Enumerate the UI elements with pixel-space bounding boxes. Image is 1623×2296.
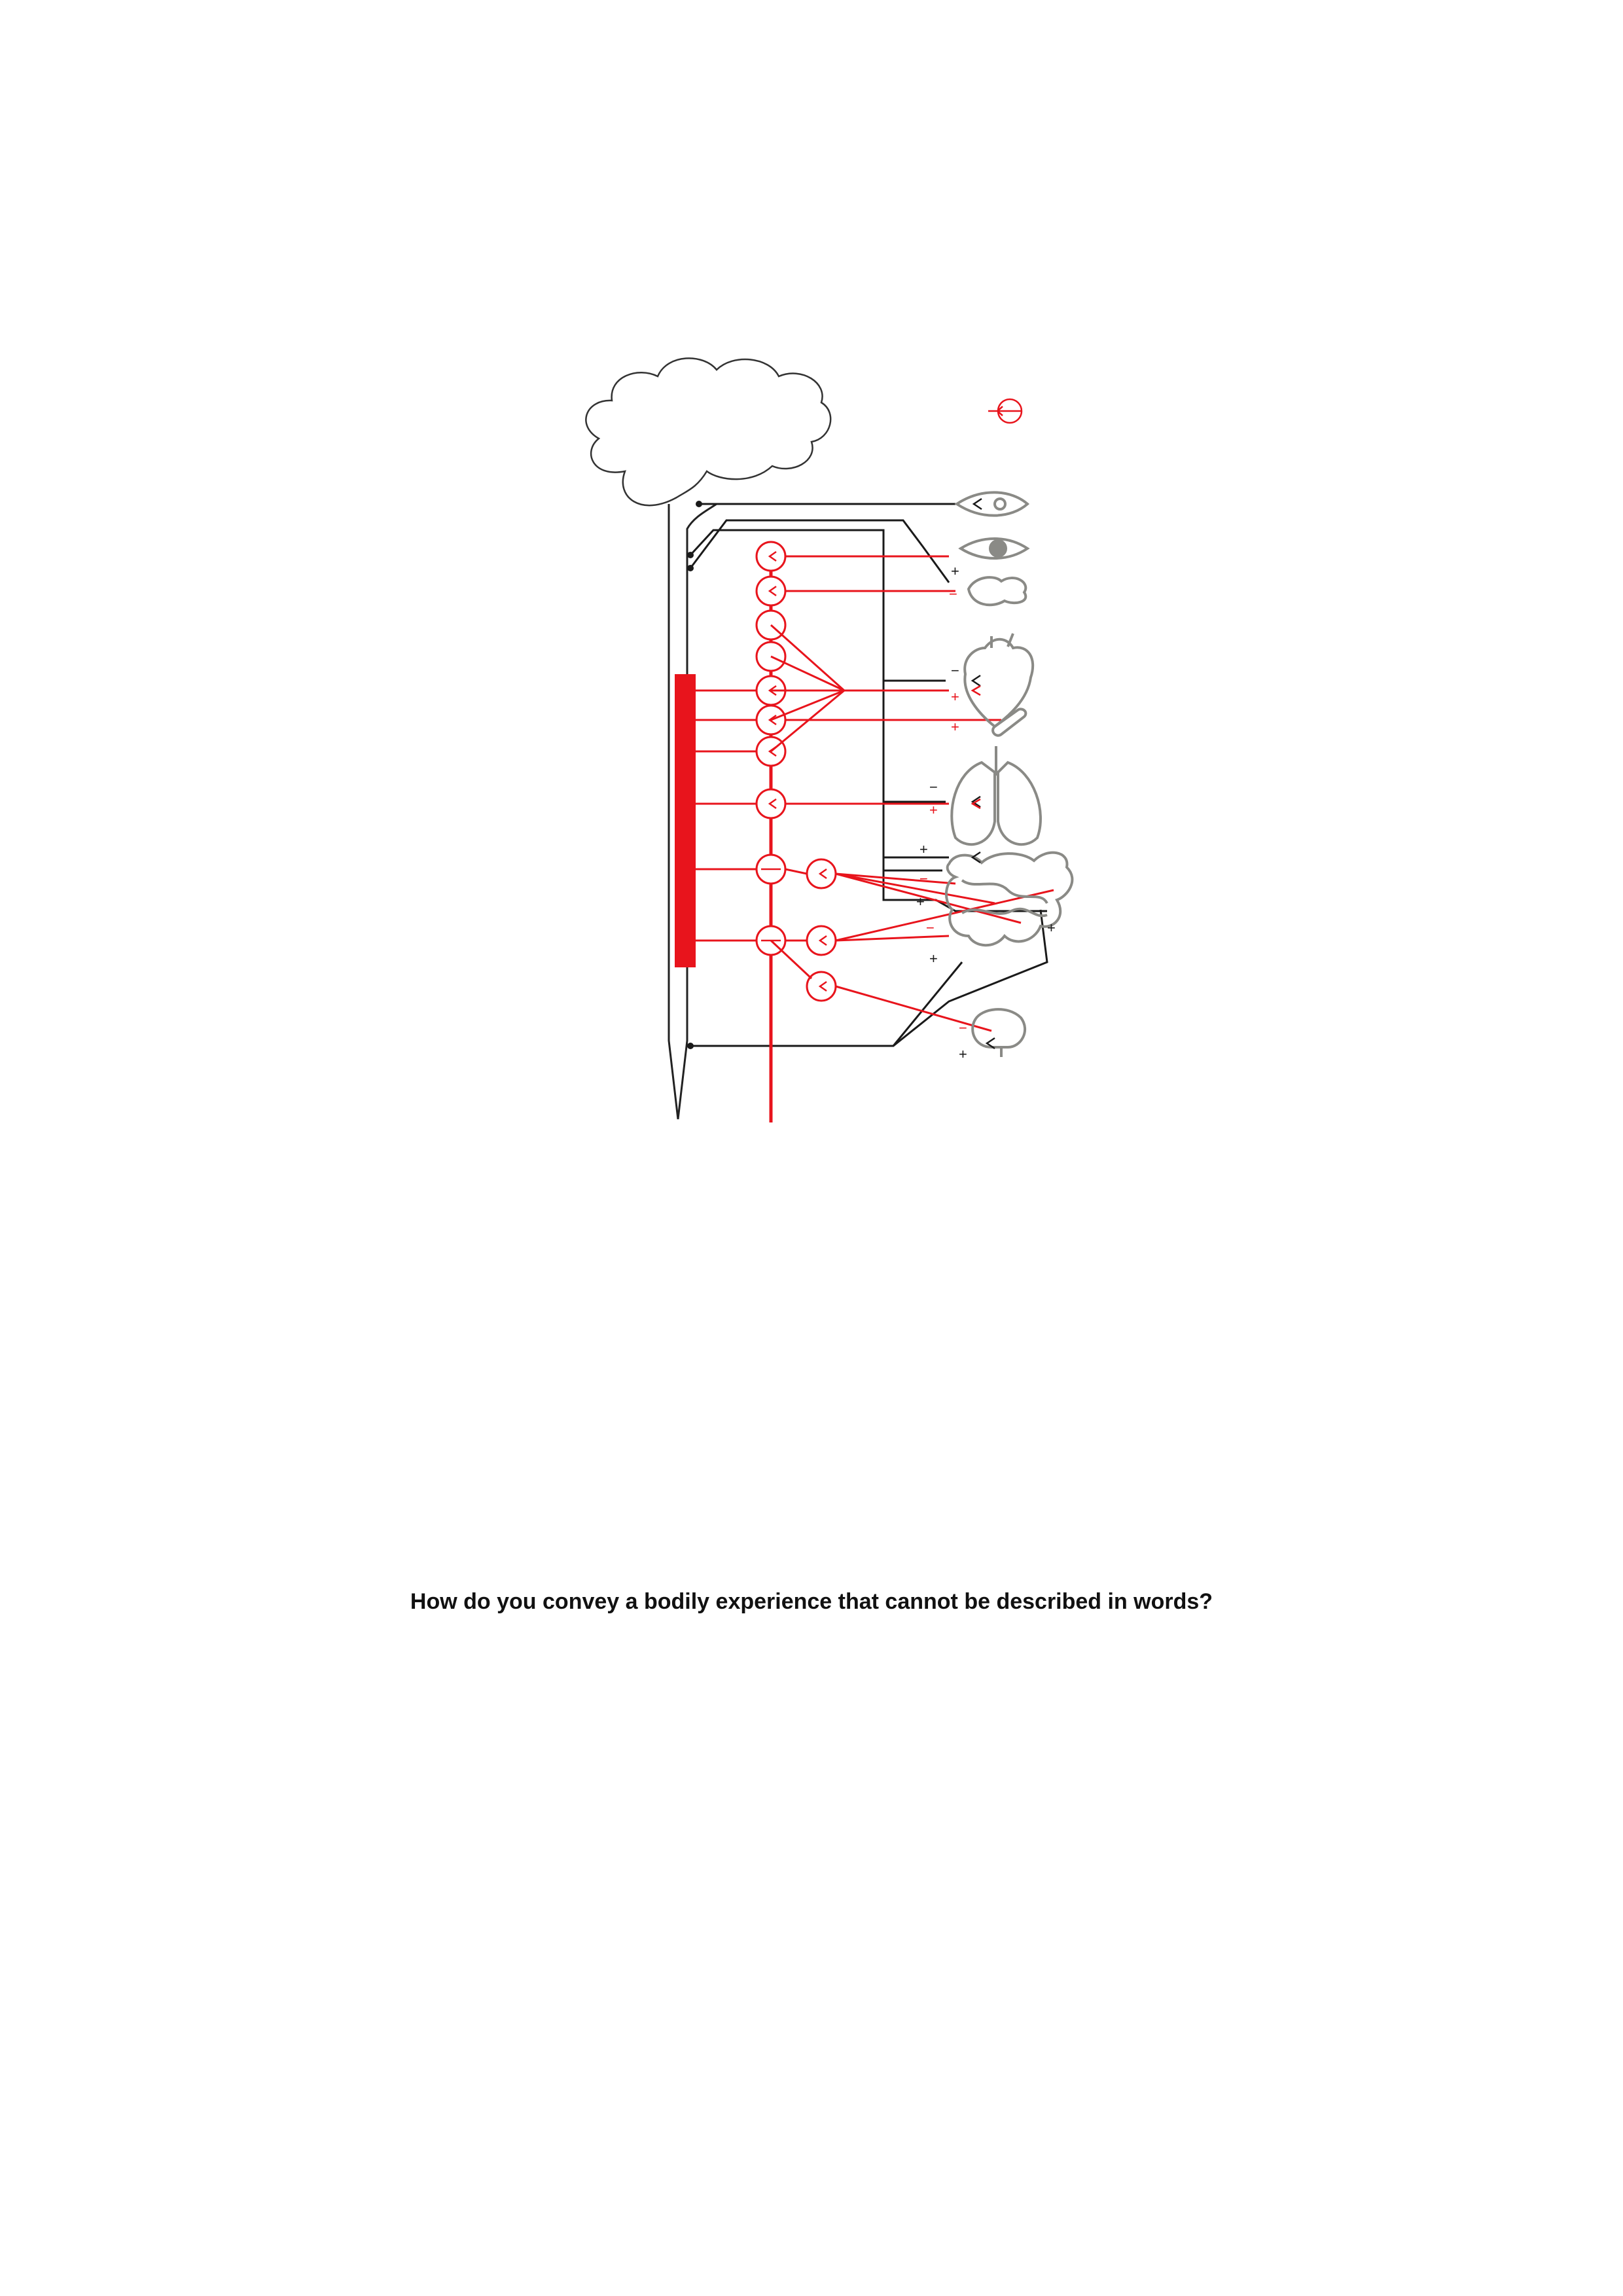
sign-plus: + <box>916 893 925 910</box>
sign-minus: − <box>959 1020 967 1036</box>
sign-plus: + <box>951 719 959 735</box>
sign-minus: − <box>926 920 935 936</box>
sympathetic-legend-icon <box>988 406 1021 416</box>
sign-plus: + <box>959 1046 967 1062</box>
sign-plus: + <box>951 563 959 579</box>
sign-minus: − <box>951 662 959 679</box>
sign-plus: + <box>929 802 938 818</box>
brain-outline <box>586 358 830 505</box>
sign-minus: − <box>929 779 938 795</box>
sign-plus: + <box>919 841 928 857</box>
sign-plus: + <box>929 950 938 967</box>
caption: How do you convey a bodily experience that cannot be described in words? <box>410 1589 1213 1614</box>
sympathetic-postganglionic-lines <box>771 556 1054 1031</box>
prevertebral-ganglia <box>807 859 836 1001</box>
salivary-gland-icon <box>969 577 1026 605</box>
eye-icon <box>957 492 1027 515</box>
sign-minus: − <box>919 870 928 887</box>
sign-plus: + <box>1047 920 1056 936</box>
sign-minus: − <box>949 586 957 602</box>
sign-plus: + <box>951 689 959 705</box>
organ-outlines <box>946 492 1072 1057</box>
thoracolumbar-segment <box>675 674 696 967</box>
